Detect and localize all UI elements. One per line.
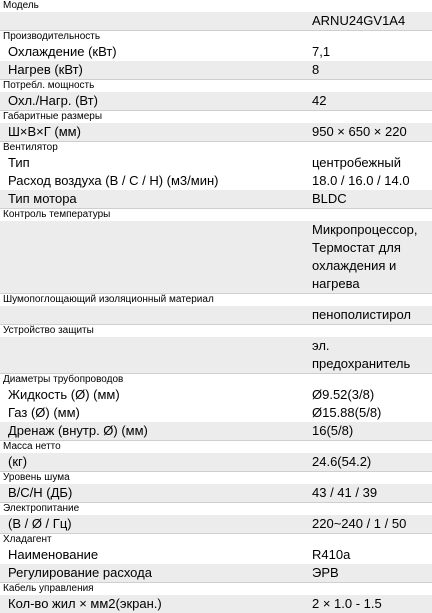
spec-row <box>0 422 432 440</box>
spec-row <box>0 306 432 324</box>
spec-label: Расход воздуха (В / С / Н) (м3/мин) <box>8 173 219 188</box>
spec-section <box>0 533 432 582</box>
section-title: Потребл. мощность <box>3 80 95 91</box>
section-title: Уровень шума <box>3 472 70 483</box>
spec-row <box>0 154 432 172</box>
spec-label: Охл./Нагр. (Вт) <box>8 93 98 108</box>
spec-section <box>0 373 432 440</box>
spec-value: 24.6(54.2) <box>312 454 372 469</box>
spec-row <box>0 190 432 208</box>
section-title: Производительность <box>3 31 101 42</box>
spec-value: эл. предохранитель <box>312 338 411 371</box>
spec-row <box>0 12 432 30</box>
spec-label: Тип мотора <box>8 191 77 206</box>
spec-label: (кг) <box>8 454 28 469</box>
section-title: Модель <box>3 0 39 11</box>
section-title: Кабель управления <box>3 583 94 594</box>
section-title: Электропитание <box>3 503 80 514</box>
spec-row <box>0 484 432 502</box>
spec-label: Наименование <box>8 547 99 562</box>
spec-label: (В / Ø / Гц) <box>8 516 72 531</box>
spec-label: Нагрев (кВт) <box>8 62 83 77</box>
spec-row <box>0 564 432 582</box>
spec-section <box>0 324 432 373</box>
spec-row <box>0 386 432 404</box>
spec-label: Регулирование расхода <box>8 565 152 580</box>
section-title: Масса нетто <box>3 441 61 452</box>
spec-row <box>0 123 432 141</box>
spec-section <box>0 30 432 79</box>
spec-label: Газ (Ø) (мм) <box>8 405 80 420</box>
spec-value: 950 × 650 × 220 <box>312 124 407 139</box>
spec-value: R410a <box>312 547 351 562</box>
spec-section <box>0 471 432 502</box>
spec-row <box>0 546 432 564</box>
spec-label: Жидкость (Ø) (мм) <box>8 387 120 402</box>
spec-row <box>0 515 432 533</box>
spec-section <box>0 502 432 533</box>
spec-row <box>0 43 432 61</box>
section-title: Контроль температуры <box>3 209 111 220</box>
spec-section <box>0 0 432 30</box>
spec-value: 220~240 / 1 / 50 <box>312 516 407 531</box>
spec-value: Ø15.88(5/8) <box>312 405 382 420</box>
spec-label: Ш×В×Г (мм) <box>8 124 81 139</box>
spec-section <box>0 208 432 293</box>
spec-section <box>0 79 432 110</box>
spec-label: Тип <box>8 155 30 170</box>
spec-row <box>0 172 432 190</box>
spec-value: Микропроцессор, Термостат для охлаждения и нагрева <box>312 222 418 291</box>
spec-value: BLDC <box>312 191 347 206</box>
spec-value: 43 / 41 / 39 <box>312 485 378 500</box>
section-title: Хладагент <box>3 534 52 545</box>
section-title: Вентилятор <box>3 142 58 153</box>
spec-row <box>0 404 432 422</box>
spec-value: Ø9.52(3/8) <box>312 387 375 402</box>
spec-value: 2 × 1.0 - 1.5 <box>312 596 382 611</box>
spec-section <box>0 110 432 141</box>
spec-value: 18.0 / 16.0 / 14.0 <box>312 173 410 188</box>
spec-row <box>0 453 432 471</box>
spec-section <box>0 293 432 324</box>
spec-section <box>0 141 432 208</box>
spec-label: Кол-во жил × мм2(экран.) <box>8 596 162 611</box>
spec-value: пенополистирол <box>312 307 411 322</box>
spec-row <box>0 221 432 293</box>
section-title: Шумопоглощающий изоляционный материал <box>3 294 214 305</box>
spec-value: 16(5/8) <box>312 423 354 438</box>
spec-section <box>0 440 432 471</box>
spec-row <box>0 92 432 110</box>
spec-row <box>0 337 432 373</box>
spec-value: ARNU24GV1A4 <box>312 13 406 28</box>
spec-label: Охлаждение (кВт) <box>8 44 117 59</box>
spec-row <box>0 61 432 79</box>
spec-value: центробежный <box>312 155 401 170</box>
spec-label: Дренаж (внутр. Ø) (мм) <box>8 423 148 438</box>
spec-value: ЭРВ <box>312 565 339 580</box>
spec-value: 7,1 <box>312 44 331 59</box>
section-title: Габаритные размеры <box>3 111 103 122</box>
spec-value: 8 <box>312 62 320 77</box>
section-title: Устройство защиты <box>3 325 94 336</box>
spec-value: 42 <box>312 93 327 108</box>
spec-label: В/С/Н (ДБ) <box>8 485 73 500</box>
section-title: Диаметры трубопроводов <box>3 374 124 385</box>
